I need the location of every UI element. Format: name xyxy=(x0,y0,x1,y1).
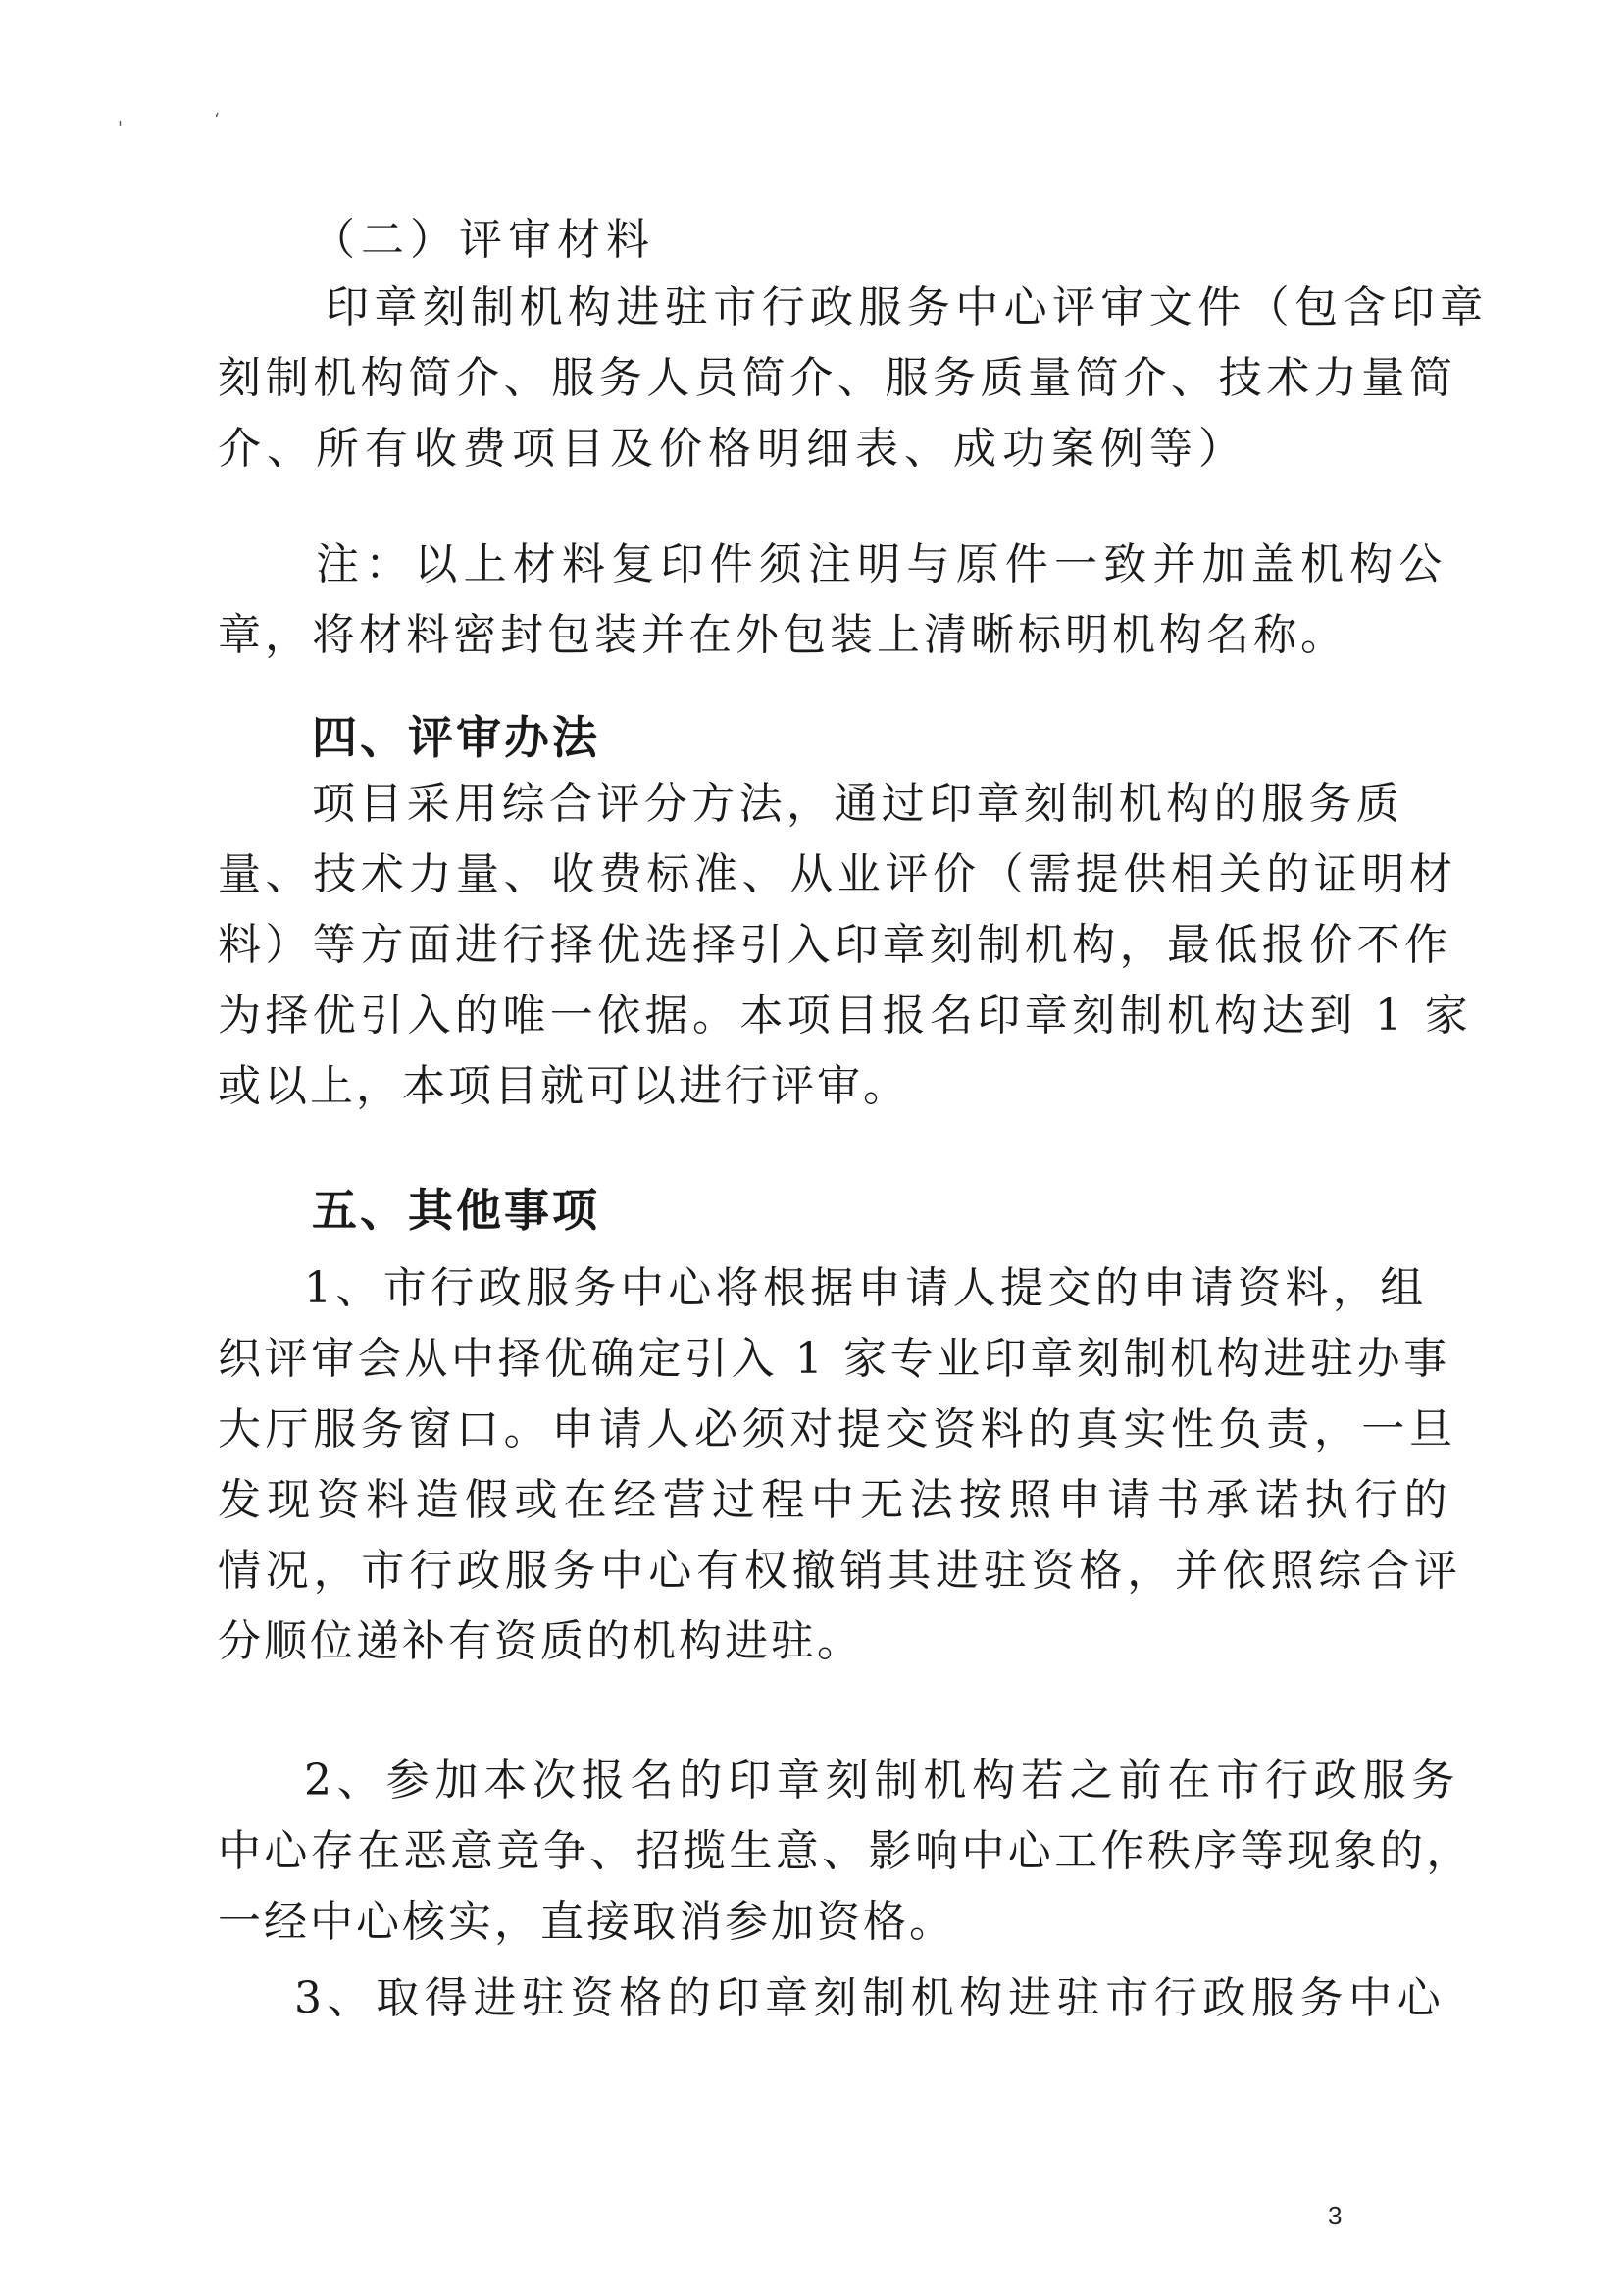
paragraph-line: 刻制机构简介、服务人员简介、服务质量简介、技术力量简 xyxy=(218,353,1457,403)
note-line: 注：以上材料复印件须注明与原件一致并加盖机构公 xyxy=(316,539,1448,589)
paragraph-line: 项目采用综合评分方法，通过印章刻制机构的服务质 xyxy=(312,779,1404,829)
paragraph-line: 或以上，本项目就可以进行评审。 xyxy=(218,1061,909,1111)
item-line: 发现资料造假或在经营过程中无法按照申请书承诺执行的 xyxy=(218,1475,1453,1525)
item-line: 情况，市行政服务中心有权撤销其进驻资格，并依照综合评 xyxy=(218,1546,1462,1596)
paragraph-line: 印章刻制机构进驻市行政服务中心评审文件（包含印章 xyxy=(326,282,1489,332)
section-materials-title: （二）评审材料 xyxy=(312,215,655,265)
section-five-item-1 xyxy=(218,1263,1462,1689)
section-five-item-3 xyxy=(218,1973,1446,2046)
item-line: 1、市行政服务中心将根据申请人提交的申请资料，组 xyxy=(304,1263,1428,1313)
paragraph-line: 介、所有收费项目及价格明细表、成功案例等） xyxy=(218,424,1247,474)
item-line: 2、参加本次报名的印章刻制机构若之前在市行政服务 xyxy=(304,1756,1461,1806)
paragraph-line: 为择优引入的唯一依据。本项目报名印章刻制机构达到 1 家 xyxy=(218,991,1473,1041)
section-four-paragraph xyxy=(218,779,1473,1134)
section-four-title: 四、评审办法 xyxy=(312,711,600,764)
item-line: 中心存在恶意竞争、招揽生意、影响中心工作秩序等现象的， xyxy=(218,1826,1473,1876)
item-line: 一经中心核实，直接取消参加资格。 xyxy=(218,1897,955,1947)
page-number: 3 xyxy=(1328,2201,1343,2230)
item-line: 大厅服务窗口。申请人必须对提交资料的真实性负责，一旦 xyxy=(218,1404,1457,1454)
materials-paragraph xyxy=(218,282,1489,496)
section-five-item-2 xyxy=(218,1756,1473,1969)
paragraph-line: 料）等方面进行择优选择引入印章刻制机构，最低报价不作 xyxy=(218,920,1452,970)
paragraph-line: 量、技术力量、收费标准、从业评价（需提供相关的证明材 xyxy=(218,849,1457,899)
scan-mark: ' xyxy=(118,118,123,138)
note-line: 章，将材料密封包装并在外包装上清晰标明机构名称。 xyxy=(218,610,1347,660)
item-line: 织评审会从中择优确定引入 1 家专业印章刻制机构进驻办事 xyxy=(218,1334,1450,1384)
section-five-title: 五、其他事项 xyxy=(312,1184,600,1237)
scan-mark: ‘ xyxy=(214,110,220,130)
materials-note xyxy=(218,539,1448,683)
item-line: 分顺位递补有资质的机构进驻。 xyxy=(218,1616,863,1666)
item-line: 3、取得进驻资格的印章刻制机构进驻市行政服务中心 xyxy=(294,1973,1446,2023)
